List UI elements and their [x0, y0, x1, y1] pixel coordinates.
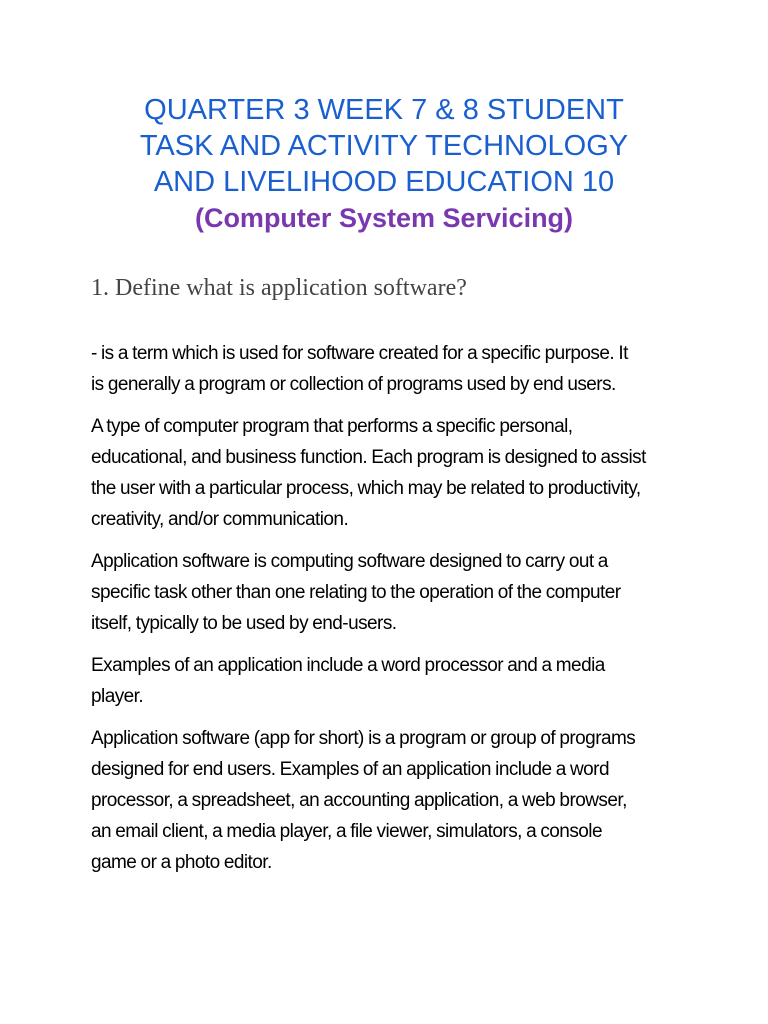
question-heading: 1. Define what is application software?	[91, 275, 467, 301]
answer-paragraph-5	[91, 723, 691, 878]
paragraph-line: Application software is computing software designed to carry out a	[91, 551, 608, 572]
title-line-1: QUARTER 3 WEEK 7 & 8 STUDENT	[144, 94, 624, 126]
title-line-3: AND LIVELIHOOD EDUCATION 10	[153, 166, 615, 198]
paragraph-line: Examples of an application include a word processor and a media	[91, 655, 605, 676]
answer-paragraph-4	[91, 650, 691, 712]
paragraph-line: Application software (app for short) is a program or group of programs	[91, 728, 636, 749]
paragraph-line: is generally a program or collection of programs used by end users.	[91, 374, 616, 395]
page-subtitle: (Computer System Servicing)	[194, 203, 574, 233]
paragraph-line: specific task other than one relating to the operation of the computer	[91, 582, 621, 603]
paragraph-line: player.	[91, 686, 144, 707]
answer-paragraph-2	[91, 411, 691, 535]
answer-paragraph-1	[91, 338, 691, 400]
paragraph-line: processor, a spreadsheet, an accounting application, a web browser,	[91, 790, 627, 811]
answer-paragraph-3	[91, 546, 691, 639]
paragraph-line: game or a photo editor.	[91, 852, 272, 873]
paragraph-line: educational, and business function. Each program is designed to assist	[91, 447, 646, 468]
paragraph-line: A type of computer program that performs a specific personal,	[91, 416, 573, 437]
paragraph-line: itself, typically to be used by end-users.	[91, 613, 397, 634]
paragraph-line: creativity, and/or communication.	[91, 509, 349, 530]
paragraph-line: designed for end users. Examples of an application include a word	[91, 759, 609, 780]
title-line-2: TASK AND ACTIVITY TECHNOLOGY	[139, 130, 629, 162]
paragraph-line: the user with a particular process, which may be related to productivity,	[91, 478, 641, 499]
answer-body	[91, 338, 691, 889]
page-title	[60, 92, 708, 236]
paragraph-line: an email client, a media player, a file viewer, simulators, a console	[91, 821, 602, 842]
paragraph-line: - is a term which is used for software created for a specific purpose. It	[91, 343, 628, 364]
